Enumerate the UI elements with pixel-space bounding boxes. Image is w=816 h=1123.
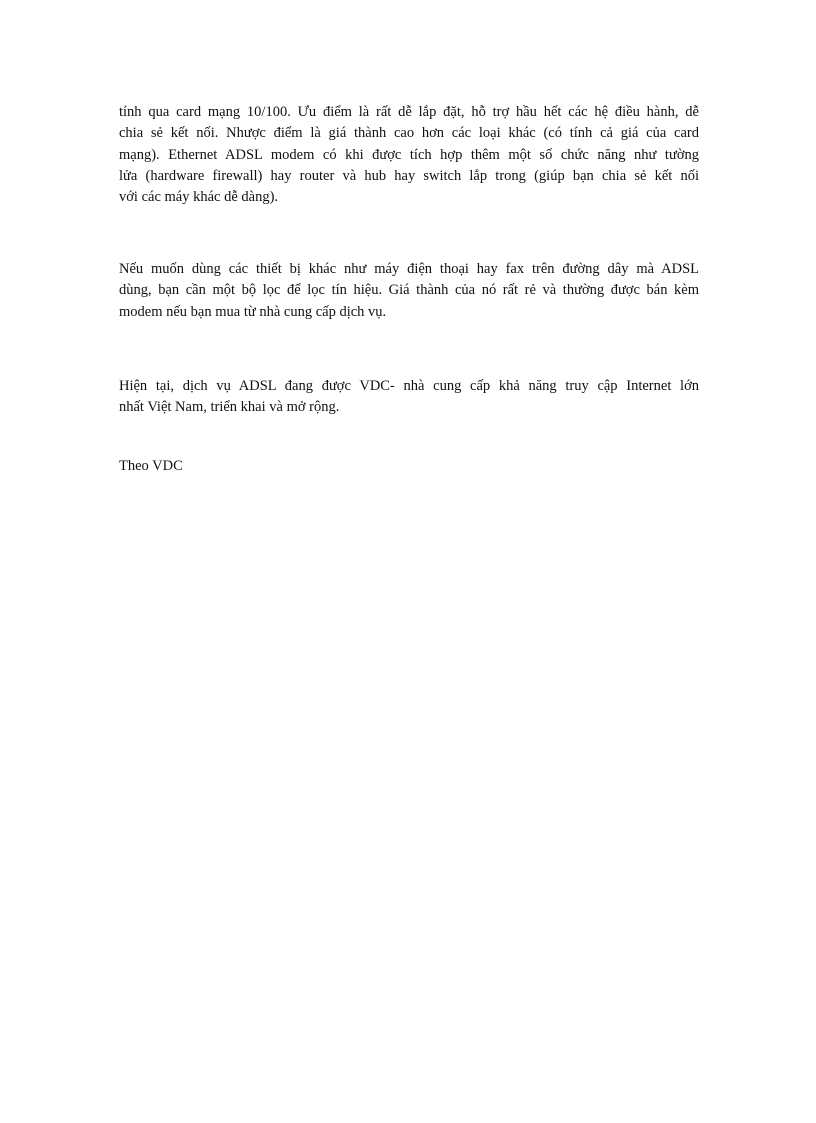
paragraph-vdc-service (119, 376, 699, 419)
text-line: chia sẻ kết nối. Nhược điểm là giá thành cao hơn các loại khác (có tính cả giá của card (119, 125, 699, 142)
paragraph-ethernet-modem (119, 102, 699, 208)
paragraph-filter (119, 259, 699, 323)
text-line: lửa (hardware firewall) hay router và hub hay switch lắp trong (giúp bạn chia sẻ kết nối (119, 167, 699, 184)
text-line: tính qua card mạng 10/100. Ưu điểm là rất dễ lắp đặt, hỗ trợ hầu hết các hệ điều hành, dễ (119, 104, 699, 120)
text-line: nhất Việt Nam, triển khai và mở rộng. (119, 399, 340, 416)
text-line: modem nếu bạn mua từ nhà cung cấp dịch vụ. (119, 303, 387, 320)
source-attribution (119, 456, 699, 477)
text-line: Nếu muốn dùng các thiết bị khác như máy điện thoại hay fax trên đường dây mà ADSL (119, 261, 699, 277)
text-line: Theo VDC (119, 458, 183, 474)
text-line: với các máy khác dễ dàng). (119, 189, 279, 206)
text-line: dùng, bạn cần một bộ lọc để lọc tín hiệu. Giá thành của nó rất rẻ và thường được bán kèm (119, 282, 699, 299)
text-line: mạng). Ethernet ADSL modem có khi được tích hợp thêm một số chức năng như tường (119, 146, 699, 163)
text-line: Hiện tại, dịch vụ ADSL đang được VDC- nhà cung cấp khả năng truy cập Internet lớn (119, 378, 699, 394)
